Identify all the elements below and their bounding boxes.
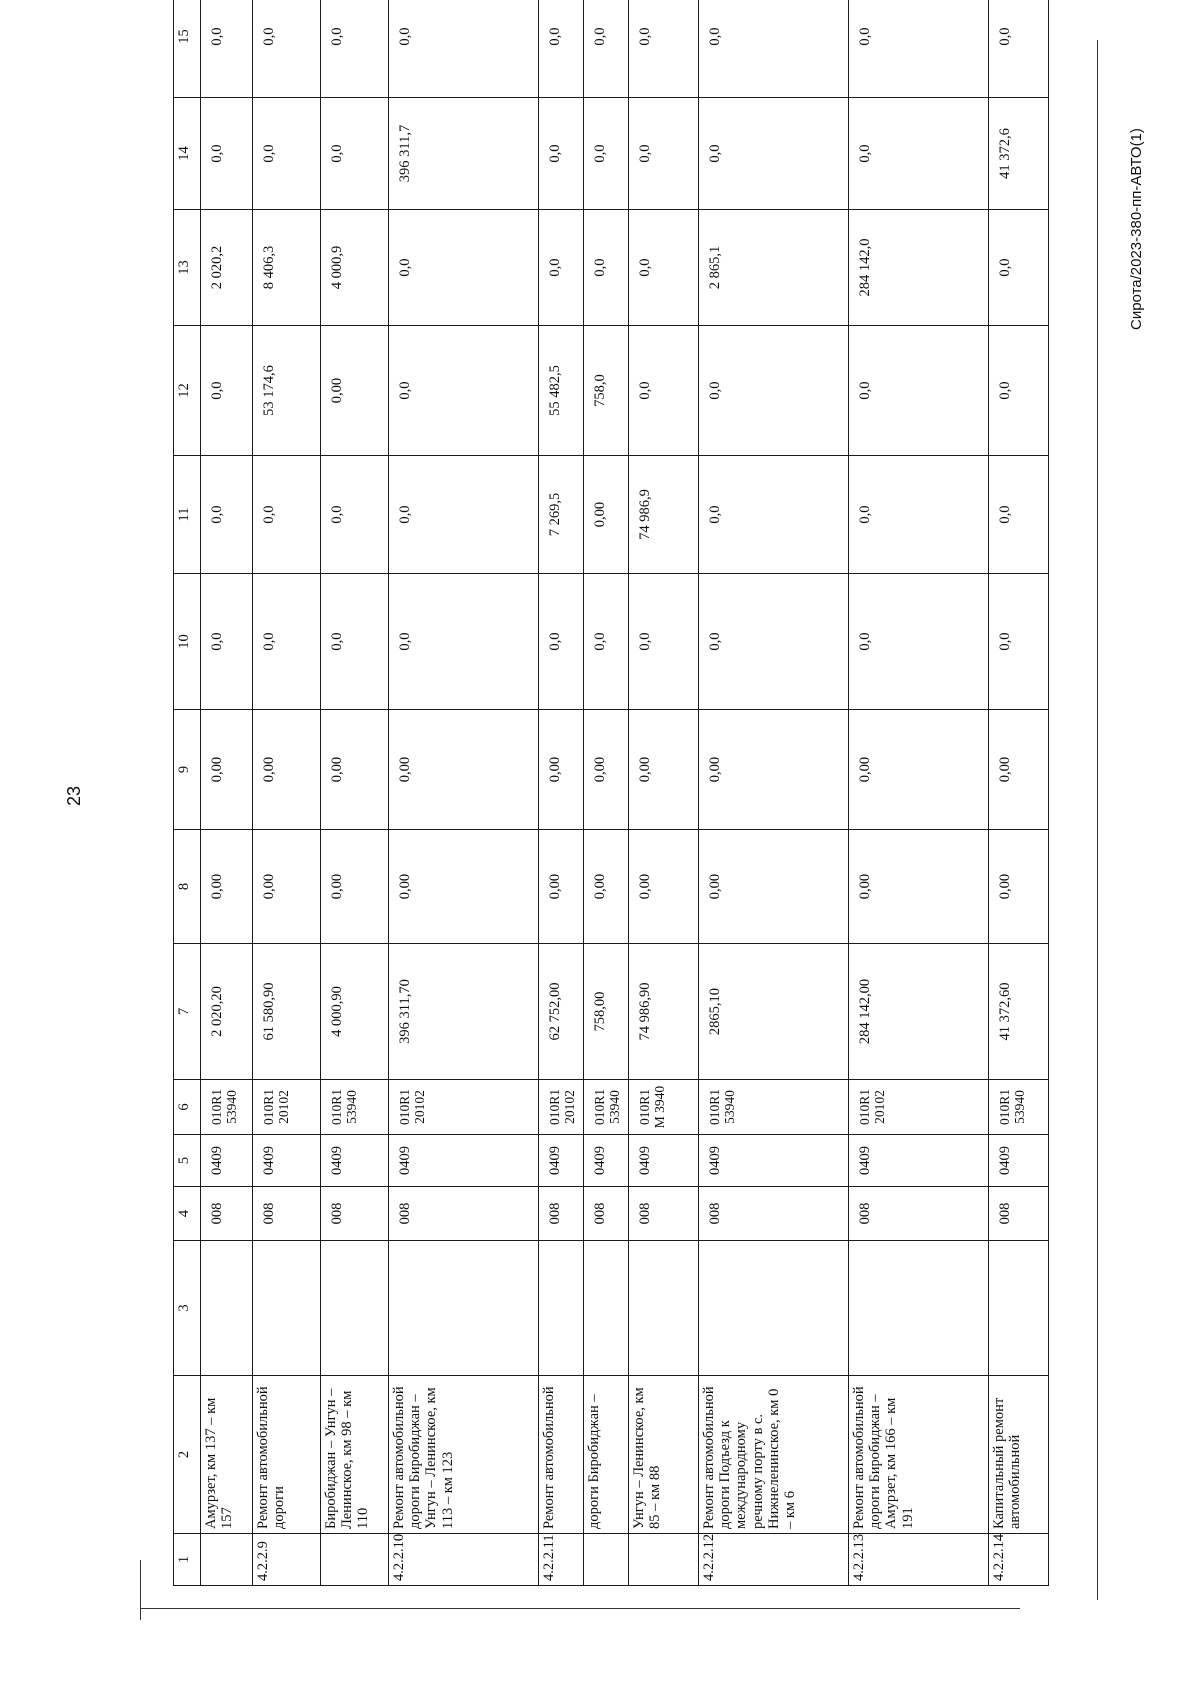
page-number: 23 xyxy=(64,785,84,806)
table-cell-col-15: 0,0 xyxy=(849,0,989,98)
table-row xyxy=(699,0,849,1586)
table-cell-col-15: 0,0 xyxy=(629,0,699,98)
table-cell-col-15: 0,0 xyxy=(699,0,849,98)
column-header-7: 7 xyxy=(174,944,201,1080)
table-cell-col-13: 0,0 xyxy=(539,210,584,326)
table-cell-col-5: 0409 xyxy=(629,1135,699,1187)
table-cell-col-1: 4.2.2.12 xyxy=(699,1534,849,1586)
table-cell-col-8: 0,00 xyxy=(539,830,584,944)
table-cell-col-13: 0,0 xyxy=(989,210,1049,326)
table-cell-col-5: 0409 xyxy=(253,1135,321,1187)
table-cell-col-4: 008 xyxy=(629,1187,699,1241)
table-cell-col-7: 61 580,90 xyxy=(253,944,321,1080)
table-cell-col-2: Ремонт автомобильной дороги Подъезд к международному речному порту в с. Нижнеленинское, км 0 – км 6 xyxy=(699,1376,849,1534)
table-cell-col-1: 4.2.2.11 xyxy=(539,1534,584,1586)
table-cell-col-8: 0,00 xyxy=(629,830,699,944)
table-cell-col-13: 8 406,3 xyxy=(253,210,321,326)
table-cell-col-7: 41 372,60 xyxy=(989,944,1049,1080)
table-cell-col-2: Биробиджан – Унгун – Ленинское, км 98 – км 110 xyxy=(321,1376,389,1534)
column-header-5: 5 xyxy=(174,1135,201,1187)
table-cell-col-4: 008 xyxy=(539,1187,584,1241)
table-cell-col-15: 0,0 xyxy=(584,0,629,98)
table-cell-col-7: 2865,10 xyxy=(699,944,849,1080)
table-cell-col-9: 0,00 xyxy=(321,710,389,830)
table-cell-col-3 xyxy=(201,1241,253,1376)
table-cell-col-4: 008 xyxy=(584,1187,629,1241)
table-cell-col-5: 0409 xyxy=(201,1135,253,1187)
table-cell-col-2: Ремонт автомобильной дороги Биробиджан – Унгун – Ленинское, км 113 – км 123 xyxy=(389,1376,539,1534)
table-cell-col-5: 0409 xyxy=(584,1135,629,1187)
table-header-row xyxy=(174,0,201,1586)
table-cell-col-10: 0,0 xyxy=(629,574,699,710)
table-cell-col-4: 008 xyxy=(699,1187,849,1241)
table-cell-col-12: 53 174,6 xyxy=(253,326,321,456)
table-cell-col-5: 0409 xyxy=(321,1135,389,1187)
table-cell-col-2: Ремонт автомобильной дороги xyxy=(253,1376,321,1534)
table-cell-col-8: 0,00 xyxy=(584,830,629,944)
table-cell-col-13: 2 020,2 xyxy=(201,210,253,326)
table-cell-col-12: 55 482,5 xyxy=(539,326,584,456)
table-cell-col-2: Ремонт автомобильной дороги Биробиджан – Амурзет, км 166 – км 191 xyxy=(849,1376,989,1534)
column-header-12: 12 xyxy=(174,326,201,456)
table-cell-col-3 xyxy=(584,1241,629,1376)
table-row xyxy=(253,0,321,1586)
table-cell-col-12: 0,0 xyxy=(699,326,849,456)
table-cell-col-10: 0,0 xyxy=(699,574,849,710)
column-header-1: 1 xyxy=(174,1534,201,1586)
column-header-9: 9 xyxy=(174,710,201,830)
table-cell-col-14: 0,0 xyxy=(849,98,989,210)
table-cell-col-6: 010R1 53940 xyxy=(321,1080,389,1135)
table-cell-col-9: 0,00 xyxy=(989,710,1049,830)
table-cell-col-14: 396 311,7 xyxy=(389,98,539,210)
table-cell-col-12: 0,00 xyxy=(321,326,389,456)
table-cell-col-1 xyxy=(201,1534,253,1586)
table-cell-col-10: 0,0 xyxy=(389,574,539,710)
table-cell-col-8: 0,00 xyxy=(849,830,989,944)
table-cell-col-11: 74 986,9 xyxy=(629,456,699,574)
table-cell-col-11: 0,0 xyxy=(253,456,321,574)
table-cell-col-7: 2 020,20 xyxy=(201,944,253,1080)
table-cell-col-10: 0,0 xyxy=(201,574,253,710)
table-cell-col-9: 0,00 xyxy=(849,710,989,830)
table-cell-col-6: 010R1 53940 xyxy=(201,1080,253,1135)
table-cell-col-12: 0,0 xyxy=(849,326,989,456)
table-cell-col-2: Капитальный ремонт автомобильной xyxy=(989,1376,1049,1534)
table-cell-col-9: 0,00 xyxy=(539,710,584,830)
table-cell-col-15: 0,0 xyxy=(321,0,389,98)
table-cell-col-5: 0409 xyxy=(539,1135,584,1187)
table-cell-col-4: 008 xyxy=(849,1187,989,1241)
table-cell-col-5: 0409 xyxy=(989,1135,1049,1187)
table-cell-col-6: 010R1 М 3940 xyxy=(629,1080,699,1135)
table-row xyxy=(584,0,629,1586)
table-cell-col-6: 010R1 20102 xyxy=(849,1080,989,1135)
table-cell-col-11: 0,0 xyxy=(849,456,989,574)
table-cell-col-14: 0,0 xyxy=(584,98,629,210)
table-cell-col-8: 0,00 xyxy=(253,830,321,944)
table-cell-col-1: 4.2.2.9 xyxy=(253,1534,321,1586)
table-cell-col-6: 010R1 20102 xyxy=(253,1080,321,1135)
table-cell-col-7: 4 000,90 xyxy=(321,944,389,1080)
table-cell-col-7: 396 311,70 xyxy=(389,944,539,1080)
table-cell-col-12: 0,0 xyxy=(629,326,699,456)
table-cell-col-11: 0,0 xyxy=(389,456,539,574)
table-cell-col-14: 41 372,6 xyxy=(989,98,1049,210)
table-cell-col-4: 008 xyxy=(201,1187,253,1241)
table-cell-col-8: 0,00 xyxy=(201,830,253,944)
column-header-2: 2 xyxy=(174,1376,201,1534)
table-cell-col-8: 0,00 xyxy=(389,830,539,944)
table-cell-col-3 xyxy=(253,1241,321,1376)
table-cell-col-8: 0,00 xyxy=(699,830,849,944)
table-cell-col-14: 0,0 xyxy=(629,98,699,210)
table-cell-col-9: 0,00 xyxy=(629,710,699,830)
table-cell-col-4: 008 xyxy=(389,1187,539,1241)
table-cell-col-1: 4.2.2.10 xyxy=(389,1534,539,1586)
table-cell-col-2: Унгун – Ленинское, км 85 – км 88 xyxy=(629,1376,699,1534)
table-cell-col-2: дороги Биробиджан – xyxy=(584,1376,629,1534)
table-cell-col-11: 0,00 xyxy=(584,456,629,574)
column-header-15: 15 xyxy=(174,0,201,98)
table-cell-col-12: 758,0 xyxy=(584,326,629,456)
table-row xyxy=(539,0,584,1586)
table-cell-col-9: 0,00 xyxy=(699,710,849,830)
table-cell-col-14: 0,0 xyxy=(699,98,849,210)
table-cell-col-6: 010R1 53940 xyxy=(584,1080,629,1135)
table-cell-col-3 xyxy=(539,1241,584,1376)
table-cell-col-11: 0,0 xyxy=(989,456,1049,574)
rotated-table-container xyxy=(173,27,1093,1586)
table-cell-col-1: 4.2.2.13 xyxy=(849,1534,989,1586)
table-cell-col-13: 0,0 xyxy=(389,210,539,326)
table-cell-col-9: 0,00 xyxy=(201,710,253,830)
document-code: Сирота/2023-380-пп-АВТО(1) xyxy=(1128,128,1145,330)
table-cell-col-11: 0,0 xyxy=(321,456,389,574)
table-row xyxy=(389,0,539,1586)
table-cell-col-6: 010R1 20102 xyxy=(389,1080,539,1135)
table-cell-col-3 xyxy=(629,1241,699,1376)
table-cell-col-15: 0,0 xyxy=(201,0,253,98)
table-cell-col-6: 010R1 20102 xyxy=(539,1080,584,1135)
scan-corner-line xyxy=(140,1560,141,1620)
table-cell-col-15: 0,0 xyxy=(539,0,584,98)
table-cell-col-1: 4.2.2.14 xyxy=(989,1534,1049,1586)
table-row xyxy=(321,0,389,1586)
table-cell-col-10: 0,0 xyxy=(539,574,584,710)
column-header-4: 4 xyxy=(174,1187,201,1241)
table-cell-col-6: 010R1 53940 xyxy=(699,1080,849,1135)
table-cell-col-10: 0,0 xyxy=(584,574,629,710)
table-cell-col-13: 4 000,9 xyxy=(321,210,389,326)
table-cell-col-2: Амурзет, км 137 – км 157 xyxy=(201,1376,253,1534)
table-cell-col-7: 62 752,00 xyxy=(539,944,584,1080)
table-cell-col-13: 2 865,1 xyxy=(699,210,849,326)
table-cell-col-13: 0,0 xyxy=(629,210,699,326)
table-cell-col-9: 0,00 xyxy=(584,710,629,830)
table-cell-col-11: 0,0 xyxy=(201,456,253,574)
table-row xyxy=(989,0,1049,1586)
table-cell-col-3 xyxy=(989,1241,1049,1376)
table-cell-col-3 xyxy=(389,1241,539,1376)
table-cell-col-14: 0,0 xyxy=(253,98,321,210)
budget-table xyxy=(173,0,1049,1586)
column-header-6: 6 xyxy=(174,1080,201,1135)
table-cell-col-12: 0,0 xyxy=(989,326,1049,456)
table-cell-col-9: 0,00 xyxy=(389,710,539,830)
table-cell-col-5: 0409 xyxy=(849,1135,989,1187)
table-cell-col-7: 74 986,90 xyxy=(629,944,699,1080)
table-cell-col-6: 010R1 53940 xyxy=(989,1080,1049,1135)
table-cell-col-10: 0,0 xyxy=(989,574,1049,710)
column-header-13: 13 xyxy=(174,210,201,326)
table-cell-col-15: 0,0 xyxy=(989,0,1049,98)
table-cell-col-4: 008 xyxy=(321,1187,389,1241)
table-cell-col-3 xyxy=(699,1241,849,1376)
table-cell-col-1 xyxy=(584,1534,629,1586)
table-cell-col-15: 0,0 xyxy=(253,0,321,98)
table-cell-col-10: 0,0 xyxy=(849,574,989,710)
table-cell-col-13: 284 142,0 xyxy=(849,210,989,326)
table-cell-col-12: 0,0 xyxy=(389,326,539,456)
table-cell-col-3 xyxy=(321,1241,389,1376)
table-cell-col-12: 0,0 xyxy=(201,326,253,456)
table-cell-col-1 xyxy=(321,1534,389,1586)
table-cell-col-14: 0,0 xyxy=(201,98,253,210)
table-cell-col-11: 7 269,5 xyxy=(539,456,584,574)
scan-edge-line xyxy=(1097,40,1098,1600)
table-cell-col-15: 0,0 xyxy=(389,0,539,98)
table-cell-col-9: 0,00 xyxy=(253,710,321,830)
table-row xyxy=(201,0,253,1586)
column-header-11: 11 xyxy=(174,456,201,574)
table-cell-col-5: 0409 xyxy=(699,1135,849,1187)
table-cell-col-1 xyxy=(629,1534,699,1586)
table-row xyxy=(849,0,989,1586)
table-cell-col-14: 0,0 xyxy=(539,98,584,210)
scan-bottom-line xyxy=(140,1608,1020,1609)
column-header-8: 8 xyxy=(174,830,201,944)
column-header-14: 14 xyxy=(174,98,201,210)
table-row xyxy=(629,0,699,1586)
column-header-3: 3 xyxy=(174,1241,201,1376)
column-header-10: 10 xyxy=(174,574,201,710)
table-cell-col-10: 0,0 xyxy=(321,574,389,710)
table-cell-col-8: 0,00 xyxy=(989,830,1049,944)
table-cell-col-10: 0,0 xyxy=(253,574,321,710)
table-cell-col-13: 0,0 xyxy=(584,210,629,326)
table-cell-col-11: 0,0 xyxy=(699,456,849,574)
table-cell-col-7: 284 142,00 xyxy=(849,944,989,1080)
table-cell-col-14: 0,0 xyxy=(321,98,389,210)
table-cell-col-8: 0,00 xyxy=(321,830,389,944)
table-cell-col-3 xyxy=(849,1241,989,1376)
table-cell-col-5: 0409 xyxy=(389,1135,539,1187)
table-cell-col-4: 008 xyxy=(989,1187,1049,1241)
table-cell-col-4: 008 xyxy=(253,1187,321,1241)
table-cell-col-7: 758,00 xyxy=(584,944,629,1080)
table-cell-col-2: Ремонт автомобильной xyxy=(539,1376,584,1534)
